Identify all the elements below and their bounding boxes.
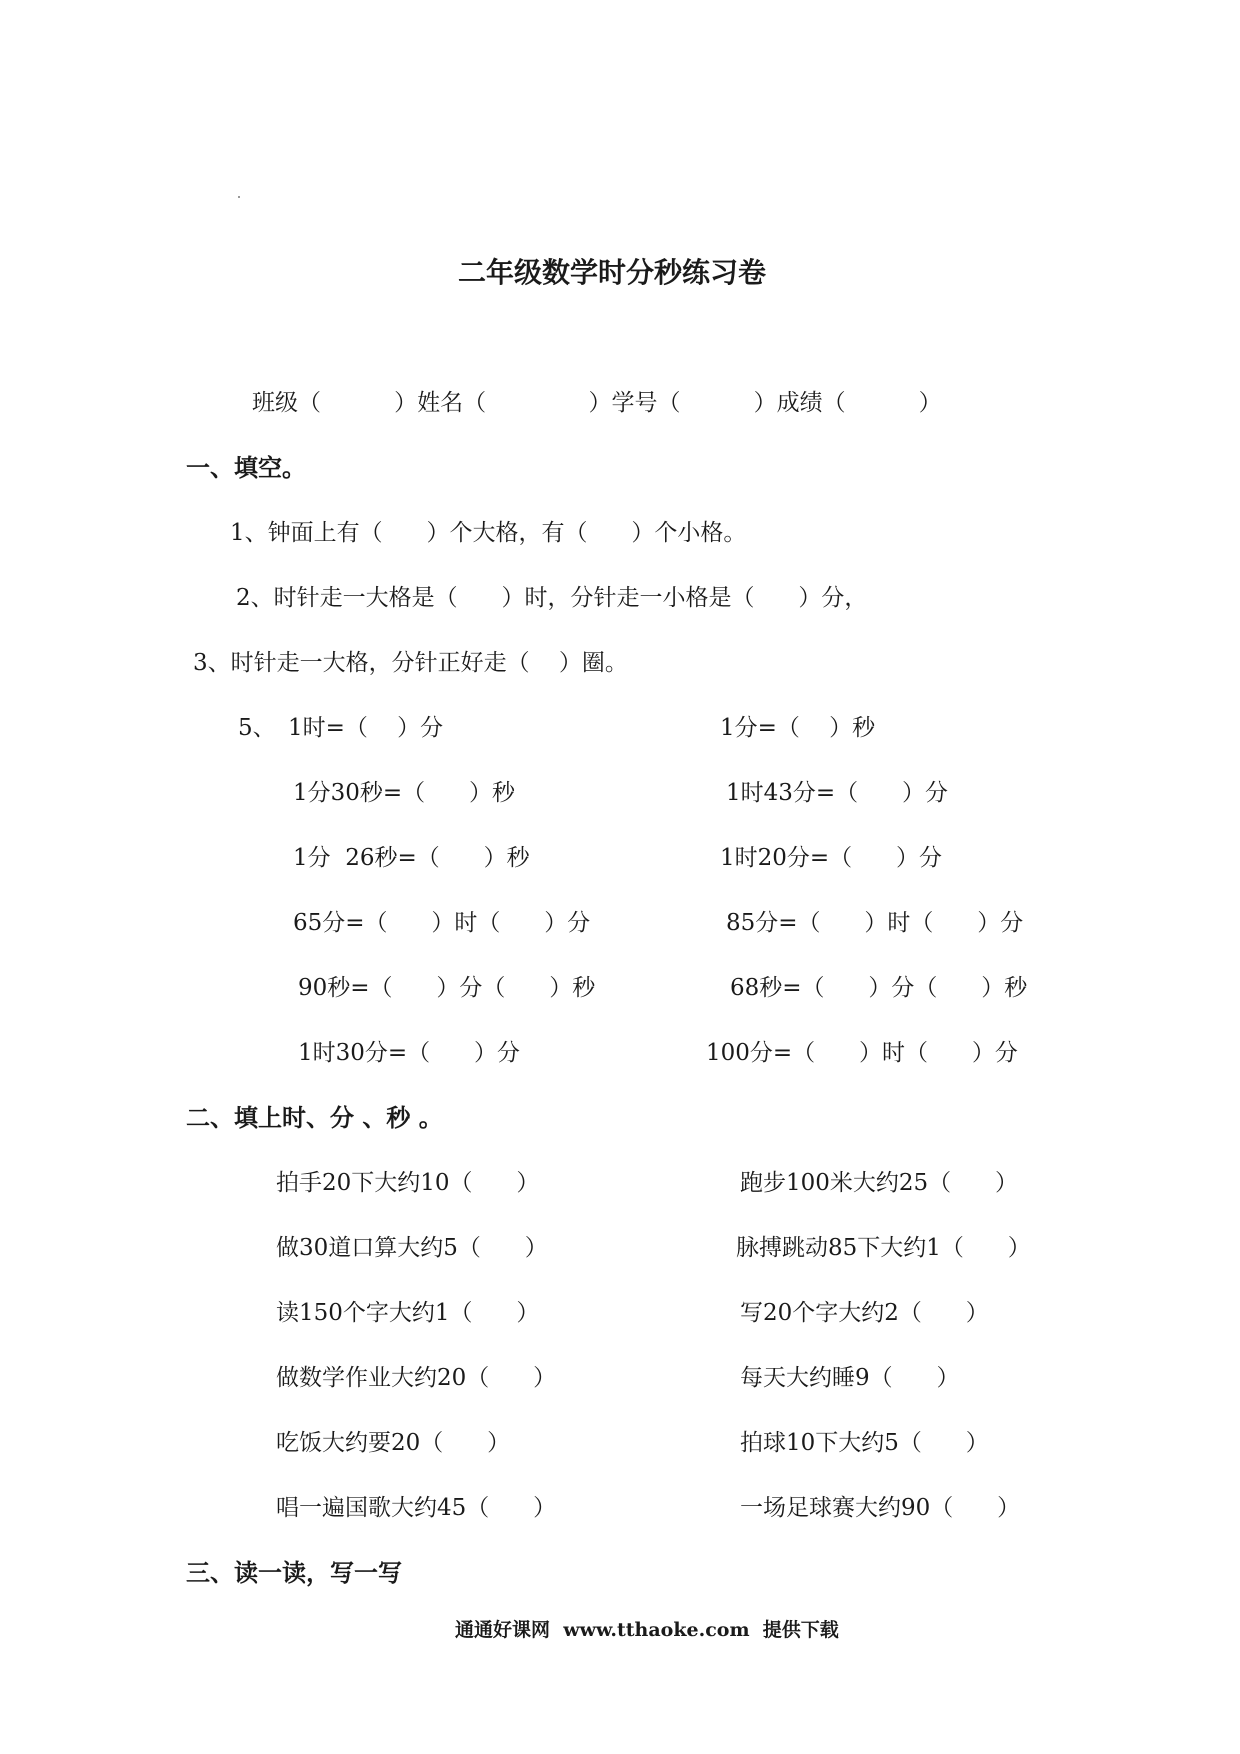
conversion-right: 85分=（ ）时（ ）分 [726,910,1024,936]
page-footer: 通通好课网 www.tthaoke.com 提供下载 [455,1619,839,1641]
question-2: 2、时针走一大格是（ ）时，分针走一小格是（ ）分， [236,585,868,611]
unit-item-left: 唱一遍国歌大约45（ ） [276,1495,557,1521]
scan-speck [238,196,240,198]
conversion-left: 1分30秒=（ ）秒 [293,780,516,806]
unit-item-right: 脉搏跳动85下大约1（ ） [736,1235,1031,1261]
conversion-right: 100分=（ ）时（ ）分 [706,1040,1018,1066]
unit-item-right: 每天大约睡9（ ） [740,1365,960,1391]
conversion-left: 1时30分=（ ）分 [298,1040,521,1066]
conversion-right: 68秒=（ ）分（ ）秒 [730,975,1028,1001]
question-5-label: 5、 [238,715,276,741]
question-3: 3、时针走一大格，分针正好走（ ）圈。 [193,650,628,676]
unit-item-left: 读150个字大约1（ ） [276,1300,540,1326]
unit-item-left: 拍手20下大约10（ ） [276,1170,540,1196]
unit-item-left: 做30道口算大约5（ ） [276,1235,548,1261]
question-1: 1、钟面上有（ ）个大格，有（ ）个小格。 [230,520,747,546]
unit-item-right: 写20个字大约2（ ） [740,1300,989,1326]
conversion-left: 1分 26秒=（ ）秒 [293,845,530,871]
conversion-left: 65分=（ ）时（ ）分 [293,910,591,936]
unit-item-right: 跑步100米大约25（ ） [740,1170,1019,1196]
conversion-left: 1时=（ ）分 [288,715,444,741]
unit-item-right: 一场足球赛大约90（ ） [740,1495,1021,1521]
page-title: 二年级数学时分秒练习卷 [458,256,767,289]
unit-item-left: 做数学作业大约20（ ） [276,1365,557,1391]
conversion-right: 1分=（ ）秒 [720,715,876,741]
unit-item-right: 拍球10下大约5（ ） [740,1430,989,1456]
section-3-heading: 三、读一读，写一写 [186,1559,402,1587]
section-1-heading: 一、填空。 [186,454,306,482]
conversion-left: 90秒=（ ）分（ ）秒 [298,975,596,1001]
unit-item-left: 吃饭大约要20（ ） [276,1430,511,1456]
section-2-heading: 二、填上时、分 、秒 。 [186,1104,443,1132]
student-info-line: 班级（ ）姓名（ ）学号（ ）成绩（ ） [252,390,942,416]
conversion-right: 1时43分=（ ）分 [726,780,949,806]
conversion-right: 1时20分=（ ）分 [720,845,943,871]
